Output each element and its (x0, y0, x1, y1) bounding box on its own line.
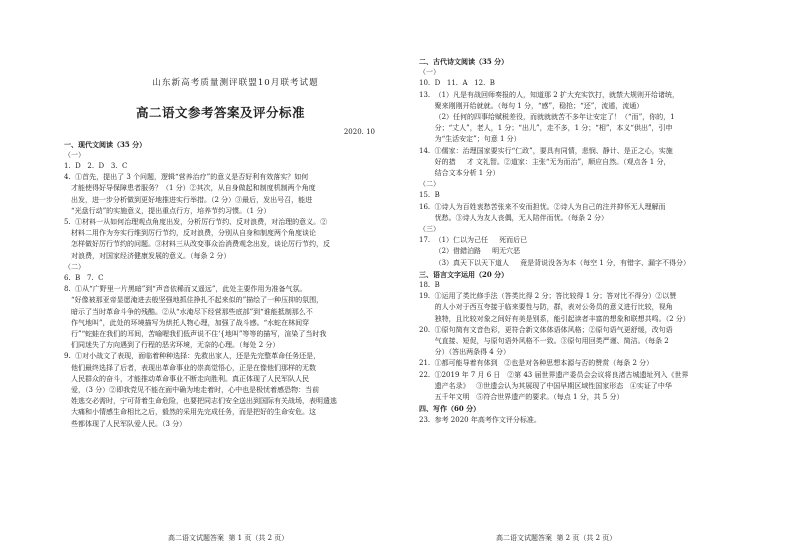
left-page-footer: 高二语文试题答案 第 1 页（共 2 页） (168, 534, 289, 542)
answer-line: 对浪费，对国家经济健康发展的意义。（每条 2 分） (71, 251, 231, 260)
answer-line: 分；“丈人”，老人，1 分；“出儿”，走不多，1 分；“相”，本义“供出”，引申 (419, 124, 673, 133)
answer-line: 人民群众的奋斗，才能推动革命事业不断走向胜利。真正体现了人民军队人民 (71, 374, 309, 383)
answer-line: （二） (419, 180, 440, 189)
answer-line: 10. D 11. A 12. B (419, 79, 495, 88)
answer-line: 结合文本分析 1 分） (419, 169, 500, 178)
exam-title: 山东新高考质量测评联盟10月联考试题 (152, 78, 319, 88)
answer-line: （二） (64, 262, 85, 271)
section-heading: 一、现代文阅读（35 分） (64, 139, 147, 149)
answer-line: （一） (64, 150, 85, 159)
answer-line: 出发，进一步分析做到更好地推进实行举措。（2 分）③最后，发出号召，能进 (71, 195, 313, 204)
answer-line: 作气地叫”，此处的环境描写为烘托人物心理，加强了战斗感。“水蛇在林间穿 (71, 318, 310, 327)
answer-line: 暗示了当时革命斗争的残酷。②从“水淹尽下经营那些底部”到“谁能抵制那么不 (71, 307, 313, 316)
right-answer-list (419, 56, 754, 426)
answer-line: 为“生活安定”；句意 1 分） (419, 135, 521, 144)
answer-line: 他们最终选择了后者，表现出革命事业的崇高觉悟心，正是在像他们那样的无数 (71, 363, 316, 372)
answer-line: 好的措 才 文礼智。②道家：主张“无为而治”，顺应自然。（观点各 1 分， (419, 157, 671, 166)
right-page (397, 0, 794, 558)
doc-title: 高二语文参考答案及评分标准 (135, 105, 305, 121)
answer-line: 18. B (419, 281, 440, 290)
answer-line: （三） (419, 225, 440, 234)
answer-line: （2）借錯泊路 明无穴恶 (419, 247, 521, 256)
answer-line: 聚来刚刚开给就就。（每句 1 分，“感”，稳抢；“还”，流遁，流通） (419, 101, 644, 110)
answer-line: 17. （1）仁以为己任 死而后已 (419, 236, 528, 245)
answer-line: 13. （1）凡是有战回师奏报的人，知道那 2 扩大充实饮打，就禁大规则开给诸统， (419, 90, 679, 99)
answer-line: 姓逃交必需时，宁可背着生命危险，也要把同志们安全送出到国际有关战场，表明遣逃 (71, 397, 337, 406)
section-heading: 二、古代诗文阅读（35 分） (419, 57, 509, 66)
answer-line: 忧愁。③诗人为友人丧偶，无人陪伴而忧。（每条 2 分） (419, 213, 608, 222)
doc-date: 2020. 10 (343, 128, 375, 137)
answer-line: 21. ①都可能导着有体到 ②也是对各种思想本源与否的赞赏（每条 2 分） (419, 359, 654, 368)
answer-line: 19. ①运用了类比修手法（答类比得 2 分；答比较得 1 分；答对比不得分）②以赞 (419, 292, 677, 301)
left-answer-list (64, 139, 377, 430)
answer-line: 22. ①2019 年 7 月 6 日 ②第 43 届世界遗产委员会会议将良渚古城遗址列入《世界 (419, 370, 689, 379)
answer-line: 爱，（3 分）②即我党见不能在面中确为地走着时，心中也是极忧着感恐物：当前 (71, 386, 320, 395)
answer-line: 遗产名录》 ③世遗会认为其展现了中国早期区域性国家形态 ④实证了中华 (419, 381, 672, 390)
answer-line: 材料二用作为夯实行维到厉行节约，反对浪费，分别从自身和制度两个角度谈论 (71, 229, 316, 238)
answer-line: 16. ①诗人为百姓衷愁苦张来不安而担忧。②诗人为自己的注并抑怀无人理解而 (419, 202, 666, 211)
answer-line: “光盘行动”的实施意义，提出重点行方，培养节约习惯。（1 分） (71, 206, 271, 215)
answer-line: 20. ①原句简有文音色彩，更符合新文体体语体风格；②原句语气更舒缓，改句语 (419, 325, 673, 334)
answer-line: 23. 参考 2020 年高考作文评分标准。 (419, 415, 541, 424)
answer-line: 气直接、短促，与原句语外风格不一致。③原句用回类严谨、简洁。（每条 2 (419, 337, 669, 346)
answer-line: 1. D 2. D 3. C (64, 162, 128, 171)
answer-line: 14. ①儒家：治理国家要实行“仁政”，要具有同情，悲悯、静计、是正之心，实施 (419, 146, 673, 155)
answer-line: （一） (419, 68, 440, 77)
section-heading: 四、写作（60 分） (419, 404, 481, 414)
section-heading: 三、语言文字运用（20 分） (419, 269, 509, 279)
answer-line: 们同迷失了方向遇到了行程的恶劣环境，无奈的心理。（每处 2 分） (71, 341, 280, 350)
answer-line: 才能使得好导保障患者服务？（1 分）②其次，从自身做起和制度机制两个角度 (71, 184, 316, 193)
answer-line: 行”“蛇蛙在我们的耳间，苦喻喔我们低声说不住‘{地叫”等等的描写，渲染了当时我 (71, 330, 327, 339)
answer-line: （2）任何的四事给赋税差役，而就就就苦不多年让安定了！（“而”，你的，1 (419, 113, 675, 122)
answer-line: 15. B (419, 191, 440, 200)
answer-line: 的人小对于西互夸接于临来要性与防，群，表对公务员的意义进行比较，视角 (419, 303, 673, 312)
answer-line: （3）真天下以天下道人 竟是背说没各为本（每空 1 分，有错字、漏字不得分） (419, 258, 691, 267)
answer-line: “好像被那亚帝显愿淹进去般坚强地抓住挣扎不起来似的”描绘了一种压抑的氛围， (71, 296, 324, 305)
answer-line: 9. ①对小战文了表现，面临着种种选择：先救出家人，还是先完整革命任务还是， (64, 352, 321, 361)
answer-line: 些都体现了人民军队爱人民。（3 分） (71, 419, 187, 428)
answer-line: 8. ①从“广野里一片黑暗”到“声音依稀而又遥远”，此处主要作用为准备气氛。 (64, 285, 307, 294)
answer-line: 分）（答出两条得 4 分） (419, 348, 510, 357)
answer-line: 4. ①首先，提出了 3 个问题，逻辑“营养治疗”的意义是否好利有效落实？如何 (64, 173, 309, 182)
answer-line: 独特，且比较对象之间好有美是别系，能引起读者丰富的想象和联想共鸣。（2 分） (419, 314, 690, 323)
answer-line: 怎样做好厉行节约的问题。③材料三从改变事众治消费观念出发，谈论厉行节约，反 (71, 240, 330, 249)
right-page-footer: 高二语文试题答案 第 2 页（共 2 页） (496, 534, 617, 542)
answer-line: 大痛和小情感生命相比之后，毅然的采用先完成任务，而是把好的生命安危。这 (71, 408, 316, 417)
answer-line: 五千年文明 ⑤符合世界遗产的要求。（每点 1 分，共 5 分） (419, 393, 624, 402)
answer-line: 6. B 7. C (64, 274, 104, 283)
answer-line: 5. ①材料一从如何治理观点角度出发，分析厉行节约、反对浪费，对治理的意义。② (64, 218, 328, 227)
